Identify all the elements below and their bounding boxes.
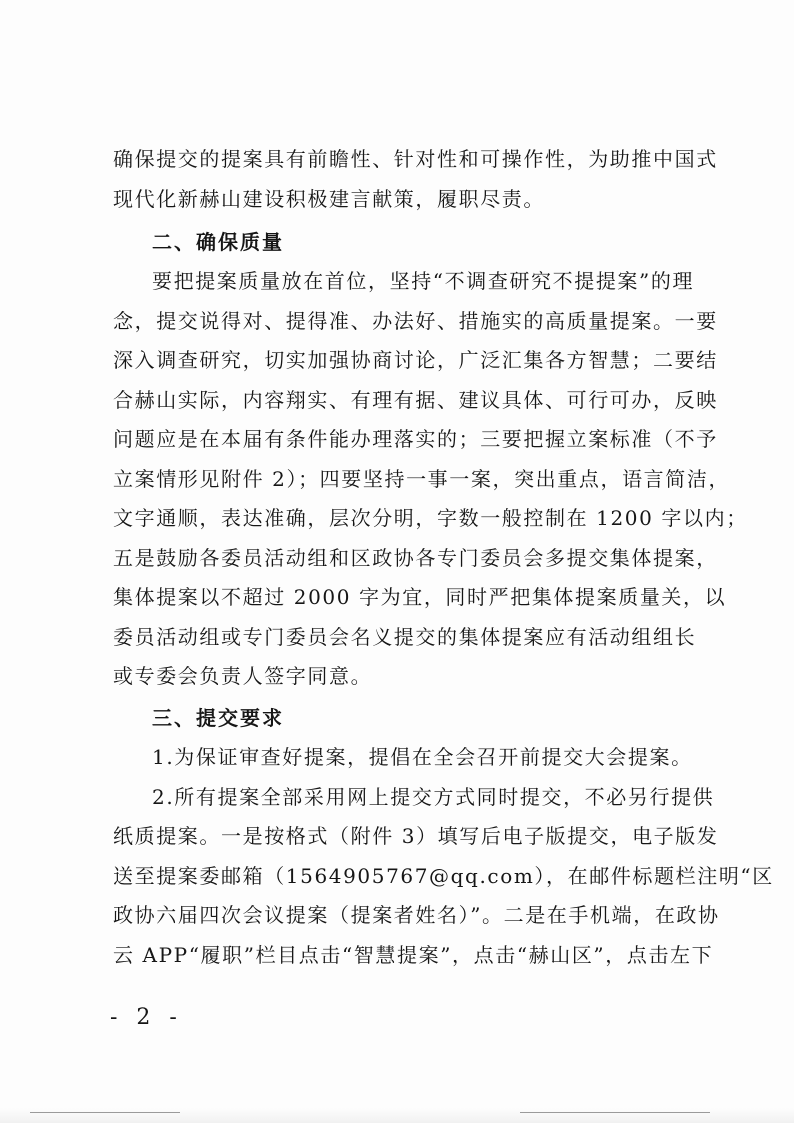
page-number: - 2 - <box>110 1005 183 1030</box>
section-2-line-5: 问题应是在本届有条件能办理落实的；三要把握立案标准（不予 <box>113 427 718 451</box>
section-2-line-11: 或专委会负责人签字同意。 <box>113 664 373 688</box>
section-2-heading: 二、确保质量 <box>152 230 284 254</box>
section-3-item-2-line-2: 纸质提案。一是按格式（附件 3）填写后电子版提交，电子版发 <box>113 824 719 848</box>
section-3-item-2-line-1: 2.所有提案全部采用网上提交方式同时提交，不必另行提供 <box>152 785 715 809</box>
section-3-item-1: 1.为保证审查好提案，提倡在全会召开前提交大会提案。 <box>152 745 693 769</box>
section-3-item-2-line-3: 送至提案委邮箱（1564905767@qq.com），在邮件标题栏注明“区 <box>113 864 774 888</box>
scan-bottom-edge <box>0 1108 794 1123</box>
section-2-line-10: 委员活动组或专门委员会名义提交的集体提案应有活动组组长 <box>113 625 697 649</box>
section-2-line-6: 立案情形见附件 2）；四要坚持一事一案，突出重点，语言简洁， <box>113 467 731 491</box>
section-2-line-4: 合赫山实际，内容翔实、有理有据、建议具体、可行可办，反映 <box>113 388 718 412</box>
paragraph-1-line-2: 现代化新赫山建设积极建言献策，履职尽责。 <box>113 187 545 211</box>
paragraph-1-line-1: 确保提交的提案具有前瞻性、针对性和可操作性，为助推中国式 <box>113 147 718 171</box>
section-3-item-2-line-4: 政协六届四次会议提案（提案者姓名）”。二是在手机端，在政协 <box>113 903 720 927</box>
section-2-line-3: 深入调查研究，切实加强协商讨论，广泛汇集各方智慧；二要结 <box>113 348 718 372</box>
section-2-line-7: 文字通顺，表达准确，层次分明，字数一般控制在 1200 字以内； <box>113 506 748 530</box>
section-3-heading: 三、提交要求 <box>152 706 284 730</box>
section-2-line-1: 要把提案质量放在首位，坚持“不调查研究不提提案”的理 <box>152 269 695 293</box>
section-3-item-2-line-5: 云 APP“履职”栏目点击“智慧提案”，点击“赫山区”，点击左下 <box>113 943 714 967</box>
scan-mark-left <box>30 1112 180 1113</box>
scan-mark-right <box>520 1112 710 1113</box>
section-2-line-2: 念，提交说得对、提得准、办法好、措施实的高质量提案。一要 <box>113 309 718 333</box>
section-2-line-8: 五是鼓励各委员活动组和区政协各专门委员会多提交集体提案， <box>113 546 718 570</box>
section-2-line-9: 集体提案以不超过 2000 字为宜，同时严把集体提案质量关，以 <box>113 585 727 609</box>
